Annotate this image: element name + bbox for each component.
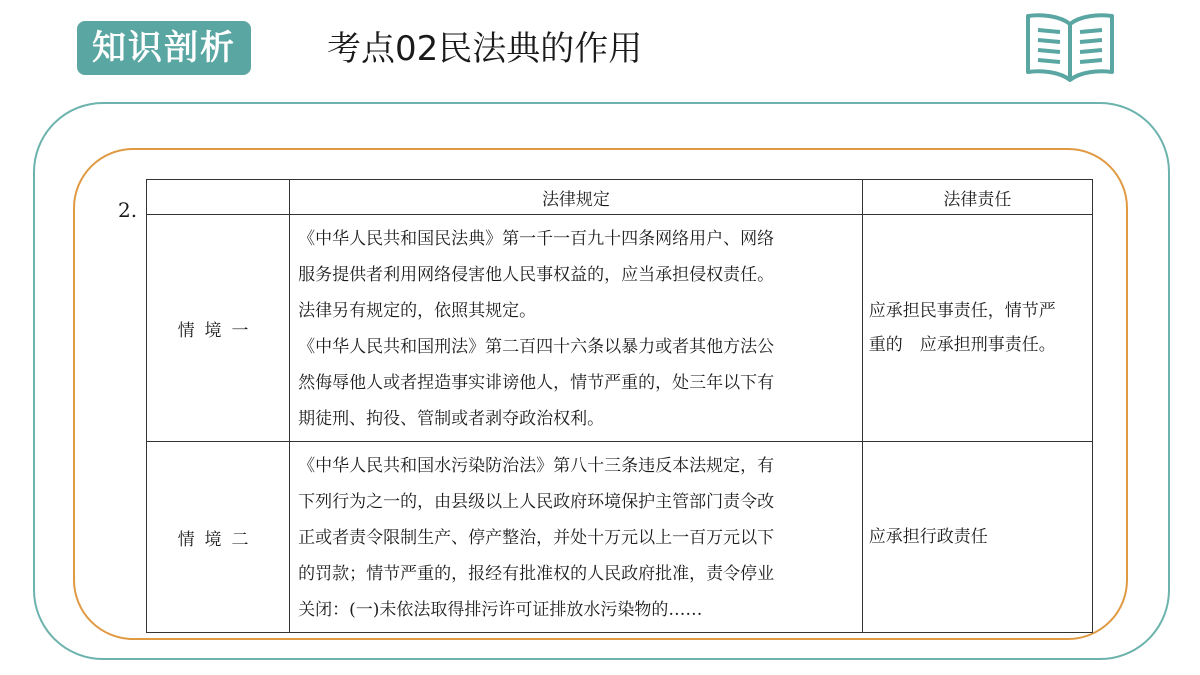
law-table	[146, 179, 1093, 633]
table-header-row	[147, 180, 1093, 215]
regulation-line: 法律另有规定的，依照其规定。	[298, 301, 537, 321]
regulation-line: 《中华人民共和国水污染防治法》第八十三条违反本法规定，有	[298, 456, 775, 476]
regulation-line: 期徒刑、拘役、管制或者剥夺政治权利。	[298, 409, 605, 429]
regulation-line: 正或者责令限制生产、停产整治，并处十万元以上一百万元以下	[298, 528, 775, 548]
responsibility-cell	[862, 215, 1092, 442]
responsibility-line: 应承担民事责任，情节严	[868, 301, 1056, 321]
header-empty	[147, 180, 290, 215]
header-regulation: 法律规定	[290, 180, 863, 215]
page-title: 考点02民法典的作用	[327, 29, 643, 69]
regulation-line: 关闭：(一)未依法取得排污许可证排放水污染物的……	[298, 600, 703, 620]
open-book-icon	[1022, 10, 1118, 82]
regulation-line: 服务提供者利用网络侵害他人民事权益的，应当承担侵权责任。	[298, 265, 775, 285]
responsibility-line: 重的 应承担刑事责任。	[868, 335, 1056, 355]
scene-label: 情境一	[147, 215, 290, 442]
regulation-cell	[290, 215, 863, 442]
table-row	[147, 442, 1093, 633]
section-badge: 知识剖析	[77, 21, 251, 75]
regulation-line: 然侮辱他人或者捏造事实诽谤他人，情节严重的，处三年以下有	[298, 373, 775, 393]
responsibility-line: 应承担行政责任	[868, 527, 988, 547]
list-number: 2.	[118, 198, 138, 222]
header-responsibility: 法律责任	[862, 180, 1092, 215]
regulation-line: 的罚款；情节严重的，报经有批准权的人民政府批准，责令停业	[298, 564, 775, 584]
scene-label: 情境二	[147, 442, 290, 633]
regulation-line: 《中华人民共和国民法典》第一千一百九十四条网络用户、网络	[298, 229, 775, 249]
regulation-line: 下列行为之一的，由县级以上人民政府环境保护主管部门责令改	[298, 492, 775, 512]
regulation-line: 《中华人民共和国刑法》第二百四十六条以暴力或者其他方法公	[298, 337, 775, 357]
regulation-cell	[290, 442, 863, 633]
responsibility-cell	[862, 442, 1092, 633]
table-row	[147, 215, 1093, 442]
